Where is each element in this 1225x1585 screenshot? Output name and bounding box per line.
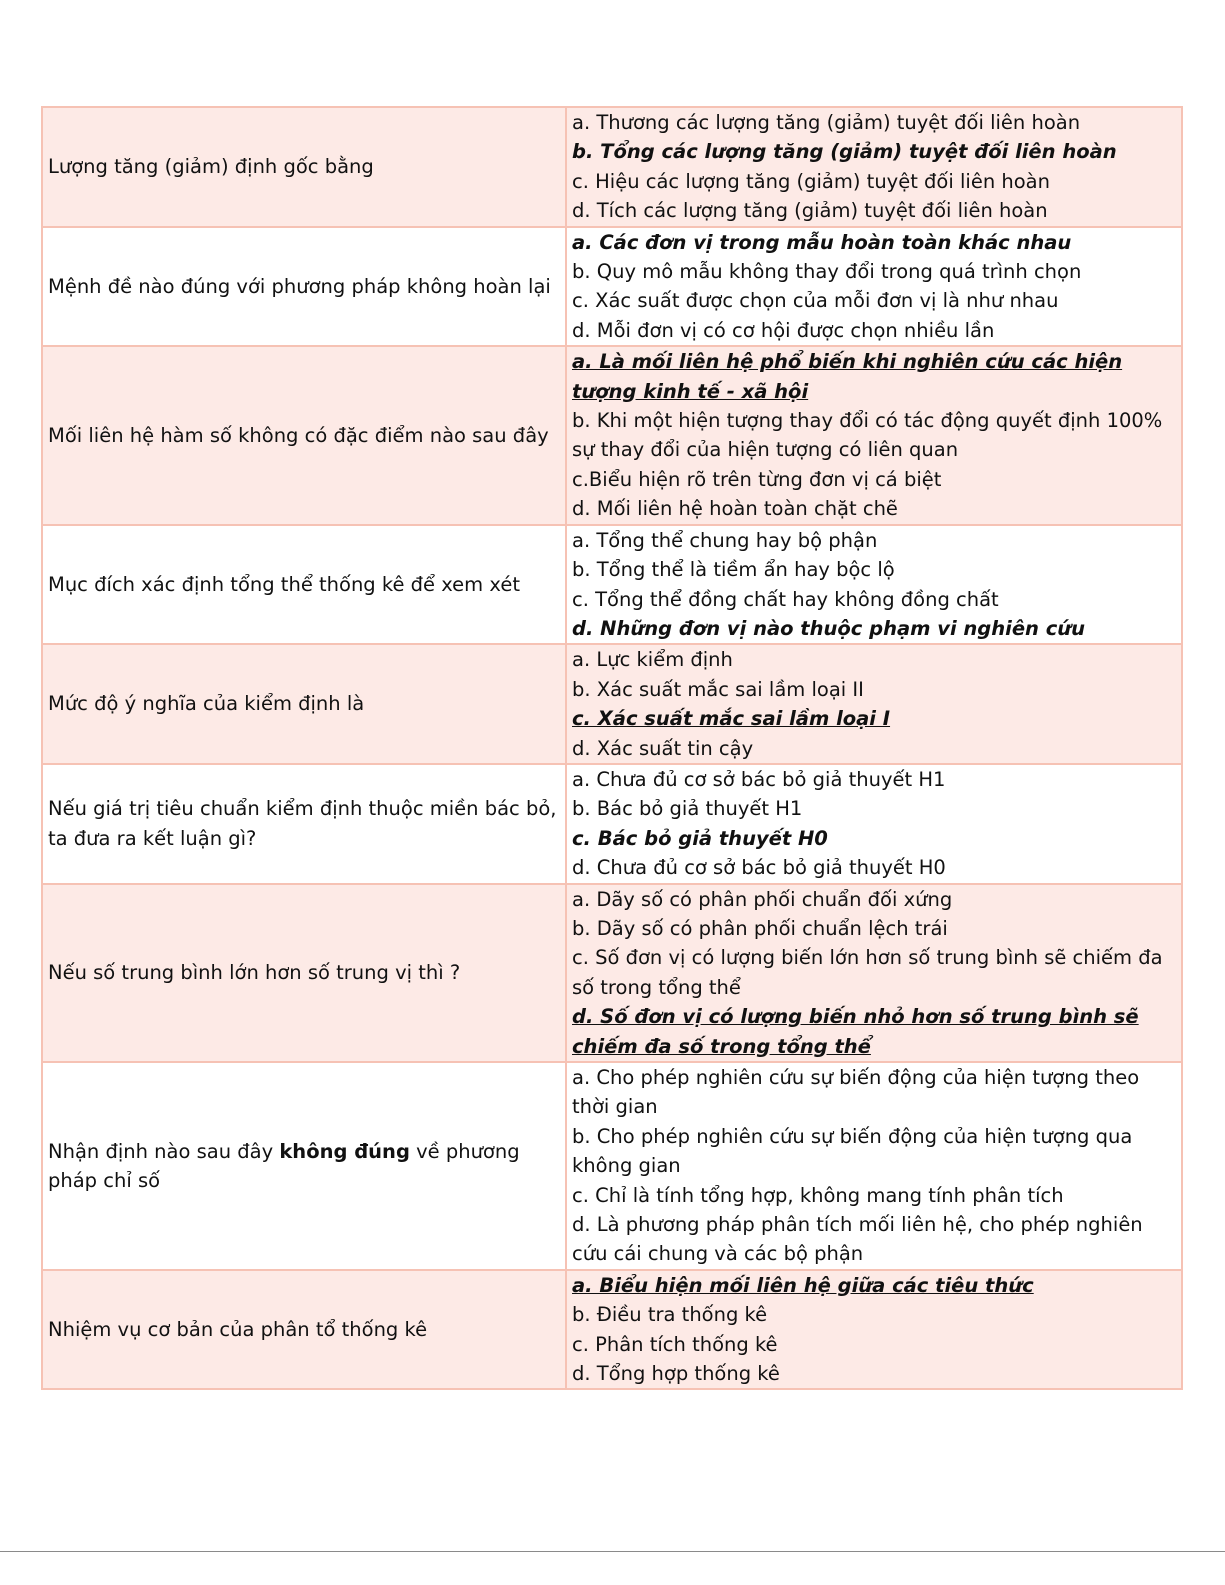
options-cell (566, 107, 1182, 227)
option: a. Chưa đủ cơ sở bác bỏ giả thuyết H1 (572, 767, 946, 791)
options-cell (566, 884, 1182, 1062)
question-cell (42, 644, 566, 764)
option: c. Tổng thể đồng chất hay không đồng chất (572, 587, 999, 611)
question-text: Nếu số trung bình lớn hơn số trung vị thì ? (48, 961, 461, 985)
option-correct: a. Là mối liên hệ phổ biến khi nghiên cứu các hiện tượng kinh tế - xã hội (572, 350, 1123, 403)
table-row (42, 107, 1182, 227)
option: b. Khi một hiện tượng thay đổi có tác động quyết định 100% sự thay đổi của hiện tượng có liên quan (572, 409, 1163, 462)
option: b. Xác suất mắc sai lầm loại II (572, 677, 864, 701)
option-correct: a. Các đơn vị trong mẫu hoàn toàn khác nhau (572, 230, 1072, 254)
option: d. Tổng hợp thống kê (572, 1362, 780, 1386)
option: c. Phân tích thống kê (572, 1332, 778, 1356)
options-cell (566, 346, 1182, 524)
option: b. Tổng thể là tiềm ẩn hay bộc lộ (572, 558, 895, 582)
question-text: Mức độ ý nghĩa của kiểm định là (48, 692, 365, 716)
option: a. Tổng thể chung hay bộ phận (572, 528, 878, 552)
option: b. Cho phép nghiên cứu sự biến động của hiện tượng qua không gian (572, 1124, 1133, 1178)
table-row (42, 1270, 1182, 1390)
question-cell (42, 346, 566, 524)
question-text-pre: Nhận định nào sau đây (48, 1139, 280, 1163)
quiz-table (41, 106, 1183, 1390)
question-emphasis: không đúng (279, 1139, 410, 1163)
option-correct: c. Bác bỏ giả thuyết H0 (572, 826, 828, 850)
table-row (42, 525, 1182, 645)
question-cell (42, 525, 566, 645)
option: a. Cho phép nghiên cứu sự biến động của hiện tượng theo thời gian (572, 1066, 1140, 1119)
table-row (42, 1062, 1182, 1270)
options-cell (566, 1062, 1182, 1270)
option: a. Thương các lượng tăng (giảm) tuyệt đối liên hoàn (572, 111, 1081, 134)
question-cell (42, 884, 566, 1062)
question-cell (42, 764, 566, 884)
table-row (42, 764, 1182, 884)
option: b. Quy mô mẫu không thay đổi trong quá trình chọn (572, 260, 1082, 284)
question-text: Mối liên hệ hàm số không có đặc điểm nào sau đây (48, 423, 549, 447)
question-text: Mục đích xác định tổng thể thống kê để xem xét (48, 572, 520, 596)
question-text: Mệnh đề nào đúng với phương pháp không hoàn lại (48, 274, 551, 298)
option: d. Mỗi đơn vị có cơ hội được chọn nhiều lần (572, 318, 995, 342)
question-text: Nhiệm vụ cơ bản của phân tổ thống kê (48, 1317, 428, 1341)
option: d. Xác suất tin cậy (572, 736, 754, 760)
option: c. Hiệu các lượng tăng (giảm) tuyệt đối liên hoàn (572, 169, 1050, 193)
options-cell (566, 525, 1182, 645)
option: a. Dãy số có phân phối chuẩn đối xứng (572, 887, 953, 911)
option: c. Xác suất được chọn của mỗi đơn vị là như nhau (572, 289, 1059, 313)
option-correct: a. Biểu hiện mối liên hệ giữa các tiêu thức (572, 1273, 1034, 1297)
table-row (42, 227, 1182, 347)
options-cell (566, 1270, 1182, 1390)
option-correct: d. Số đơn vị có lượng biến nhỏ hơn số trung bình sẽ chiếm đa số trong tổng thể (572, 1005, 1139, 1058)
option: c.Biểu hiện rõ trên từng đơn vị cá biệt (572, 467, 942, 491)
options-cell (566, 764, 1182, 884)
table-row (42, 884, 1182, 1062)
question-cell (42, 1270, 566, 1390)
option: d. Là phương pháp phân tích mối liên hệ, cho phép nghiên cứu cái chung và các bộ phận (572, 1213, 1143, 1266)
option: b. Bác bỏ giả thuyết H1 (572, 797, 803, 821)
question-text: Nếu giá trị tiêu chuẩn kiểm định thuộc miền bác bỏ, ta đưa ra kết luận gì? (48, 797, 557, 850)
option: b. Dãy số có phân phối chuẩn lệch trái (572, 916, 948, 940)
question-text: Lượng tăng (giảm) định gốc bằng (48, 155, 374, 179)
footer-divider (0, 1551, 1225, 1552)
option: b. Điều tra thống kê (572, 1303, 768, 1327)
option: c. Chỉ là tính tổng hợp, không mang tính phân tích (572, 1183, 1064, 1207)
option: d. Chưa đủ cơ sở bác bỏ giả thuyết H0 (572, 856, 946, 880)
option-correct: c. Xác suất mắc sai lầm loại I (572, 707, 891, 731)
question-cell (42, 227, 566, 347)
options-cell (566, 644, 1182, 764)
option: d. Mối liên hệ hoàn toàn chặt chẽ (572, 497, 898, 521)
table-row (42, 346, 1182, 524)
options-cell (566, 227, 1182, 347)
option: c. Số đơn vị có lượng biến lớn hơn số trung bình sẽ chiếm đa số trong tổng thể (572, 946, 1163, 999)
question-cell (42, 107, 566, 227)
question-cell (42, 1062, 566, 1270)
option: a. Lực kiểm định (572, 648, 733, 672)
option-correct: b. Tổng các lượng tăng (giảm) tuyệt đối liên hoàn (572, 140, 1117, 164)
option: d. Tích các lượng tăng (giảm) tuyệt đối liên hoàn (572, 199, 1048, 223)
table-row (42, 644, 1182, 764)
option-correct: d. Những đơn vị nào thuộc phạm vi nghiên cứu (572, 616, 1086, 640)
question-text-post: về phương pháp chỉ số (48, 1139, 520, 1192)
